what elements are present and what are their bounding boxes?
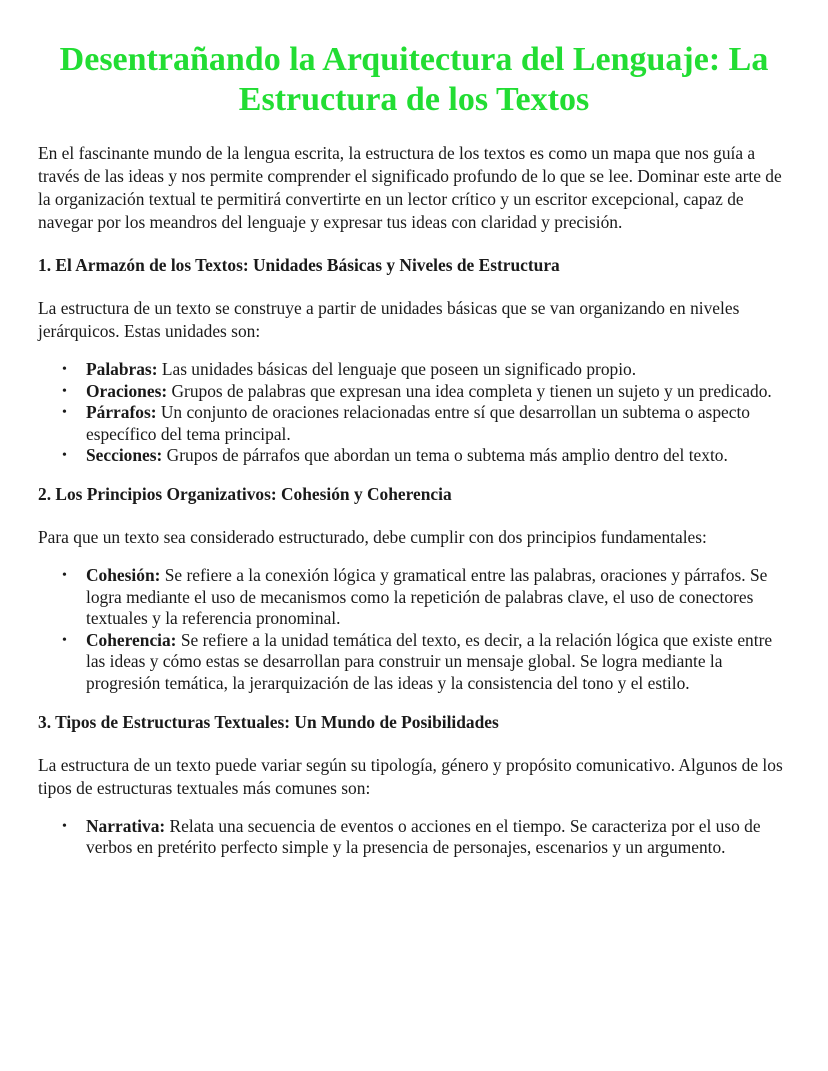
bullet-icon: • — [62, 632, 67, 648]
list-item-text: Se refiere a la unidad temática del texto, es decir, a la relación lógica que existe entre las ideas y cómo estas se desarrollan para construir un mensaje global. Se logra mediante la progresión temática, la jerarquización de las ideas y la consistencia del tono y el estilo. — [86, 629, 773, 693]
list-item-text: Se refiere a la conexión lógica y gramatical entre las palabras, oraciones y párrafos. Se logra mediante el uso de mecanismos como la repetición de palabras clave, el uso de conectores textuales y la referencia pronominal. — [86, 564, 768, 629]
bullet-list — [38, 565, 790, 695]
list-item — [62, 359, 790, 381]
list-item — [62, 564, 790, 630]
section-lead: Para que un texto sea considerado estructurado, debe cumplir con dos principios fundamentales: — [38, 526, 707, 547]
bullet-icon: • — [62, 818, 67, 834]
list-item-term: Párrafos: — [86, 402, 157, 423]
bullet-icon: • — [62, 567, 67, 583]
bullet-icon: • — [62, 448, 67, 464]
bullet-list — [38, 359, 790, 467]
list-item — [62, 445, 790, 467]
list-item-term: Secciones: — [86, 445, 163, 466]
list-item-text: Grupos de palabras que expresan una idea completa y tienen un sujeto y un predicado. — [167, 380, 772, 401]
bullet-icon: • — [62, 405, 67, 421]
list-item-text: Grupos de párrafos que abordan un tema o subtema más amplio dentro del texto. — [162, 445, 728, 466]
list-item-term: Palabras: — [86, 359, 158, 379]
list-item-term: Coherencia: — [86, 629, 177, 650]
list-item-term: Cohesión: — [86, 564, 161, 585]
bullet-icon: • — [62, 383, 67, 399]
section-text-structure-types — [38, 711, 790, 859]
list-item-term: Oraciones: — [86, 380, 168, 401]
section-heading: 1. El Armazón de los Textos: Unidades Básicas y Niveles de Estructura — [38, 255, 560, 275]
section-lead: La estructura de un texto puede variar según su tipología, género y propósito comunicativo. Algunos de los tipos de estructuras textuales más comunes son: — [38, 754, 783, 798]
list-item — [62, 402, 790, 445]
list-item — [62, 815, 790, 859]
bullet-list — [38, 816, 790, 859]
list-item — [62, 380, 790, 403]
section-structure-units — [38, 254, 790, 467]
list-item — [62, 629, 790, 695]
list-item-text: Las unidades básicas del lenguaje que poseen un significado propio. — [157, 359, 637, 379]
section-organizing-principles — [38, 483, 790, 695]
list-item-term: Narrativa: — [86, 815, 166, 836]
section-heading: 3. Tipos de Estructuras Textuales: Un Mundo de Posibilidades — [38, 711, 499, 732]
section-heading: 2. Los Principios Organizativos: Cohesión y Coherencia — [38, 483, 452, 504]
page-title: Desentrañando la Arquitectura del Lenguaje: La Estructura de los Textos — [59, 41, 769, 118]
list-item-text: Relata una secuencia de eventos o acciones en el tiempo. Se caracteriza por el uso de verbos en pretérito perfecto simple y la presencia de personajes, escenarios y un argumento. — [86, 815, 761, 858]
intro-paragraph: En el fascinante mundo de la lengua escrita, la estructura de los textos es como un mapa que nos guía a través de las ideas y nos permite comprender el significado profundo de lo que se lee. Dominar este arte de la organización textual te permitirá convertirte en un lector crítico y un escritor excepcional, capaz de navegar por los meandros del lenguaje y expresar tus ideas con claridad y precisión. — [38, 143, 782, 232]
section-lead: La estructura de un texto se construye a partir de unidades básicas que se van organizando en niveles jerárquicos. Estas unidades son: — [38, 298, 740, 341]
list-item-text: Un conjunto de oraciones relacionadas entre sí que desarrollan un subtema o aspecto específico del tema principal. — [86, 402, 750, 444]
bullet-icon: • — [62, 362, 67, 377]
